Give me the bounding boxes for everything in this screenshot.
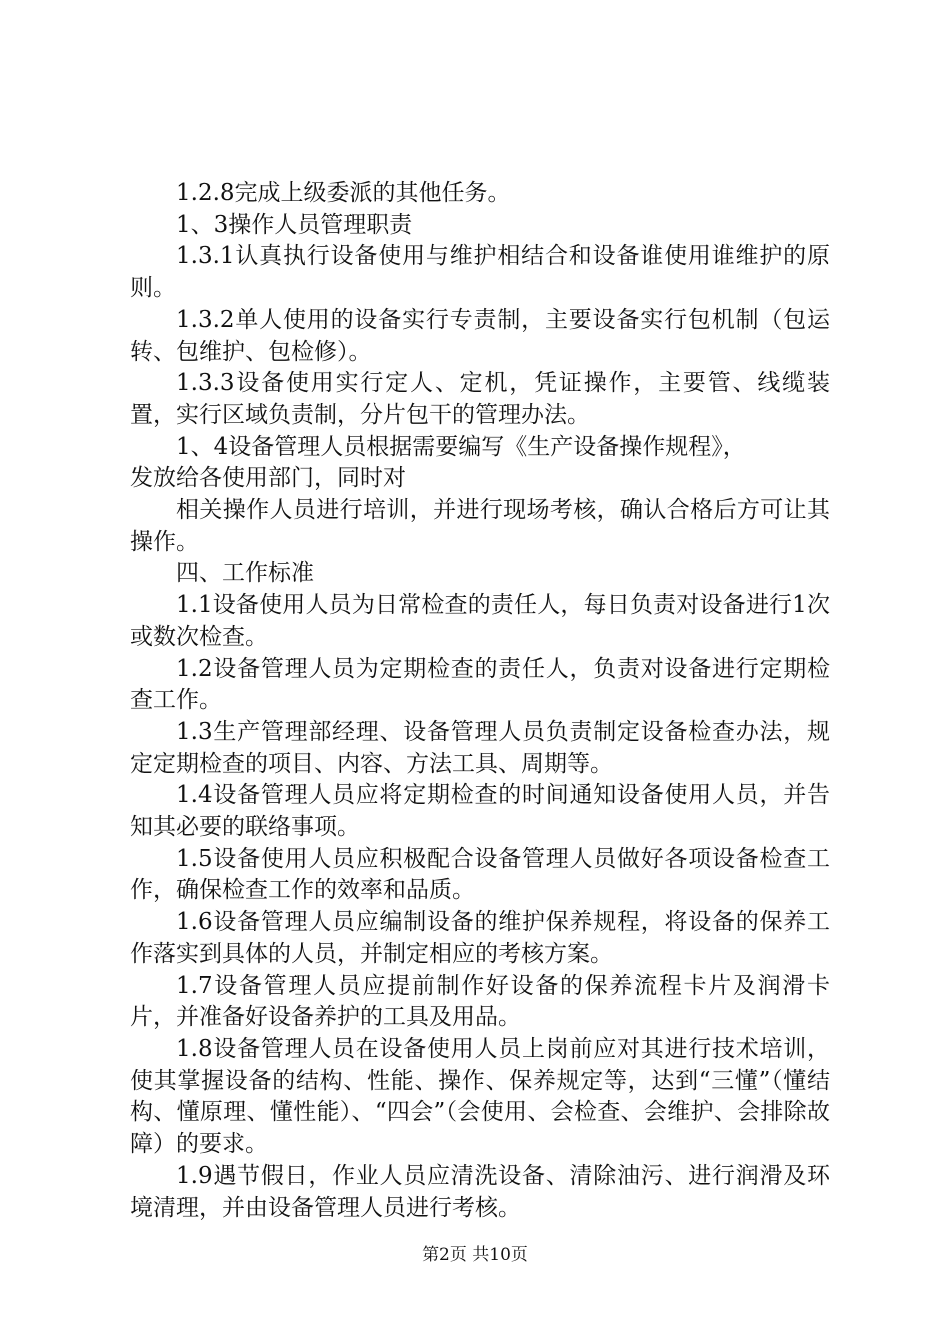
paragraph-std-1-7: 1.7设备管理人员应提前制作好设备的保养流程卡片及润滑卡片，并准备好设备养护的工具及用品。 xyxy=(130,972,830,1031)
paragraph-1-3-2: 1.3.2单人使用的设备实行专责制，主要设备实行包机制（包运转、包维护、包检修）。 xyxy=(130,306,830,365)
paragraph-std-1-5: 1.5设备使用人员应积极配合设备管理人员做好各项设备检查工作，确保检查工作的效率和品质。 xyxy=(130,845,830,904)
paragraph-1-4: 1、4设备管理人员根据需要编写《生产设备操作规程》， xyxy=(176,433,746,460)
paragraph-std-1-2: 1.2设备管理人员为定期检查的责任人，负责对设备进行定期检查工作。 xyxy=(130,655,830,714)
paragraph-1-3-1: 1.3.1认真执行设备使用与维护相结合和设备谁使用谁维护的原则。 xyxy=(130,243,830,302)
paragraph-std-1-9: 1.9遇节假日，作业人员应清洗设备、清除油污、进行润滑及环境清理，并由设备管理人员进行考核。 xyxy=(130,1162,830,1221)
paragraph-std-1-6: 1.6设备管理人员应编制设备的维护保养规程，将设备的保养工作落实到具体的人员，并制定相应的考核方案。 xyxy=(130,909,830,967)
paragraph-std-1-3: 1.3生产管理部经理、设备管理人员负责制定设备检查办法，规定定期检查的项目、内容、方法工具、周期等。 xyxy=(130,718,830,777)
document-body xyxy=(130,178,830,1224)
page-footer xyxy=(0,1240,950,1265)
section-heading-1-3: 1、3操作人员管理职责 xyxy=(176,211,413,238)
paragraph-std-1-8: 1.8设备管理人员在设备使用人员上岗前应对其进行技术培训，使其掌握设备的结构、性能、操作、保养规定等，达到“三懂”（懂结构、懂原理、懂性能）、“四会”（会使用、会检查、会维护、会排除故障）的要求。 xyxy=(130,1035,830,1158)
page-number-label: 第2页 共10页 xyxy=(422,1245,528,1265)
paragraph-1-4-continued: 发放给各使用部门，同时对 xyxy=(130,465,406,492)
section-heading-work-standards: 四、工作标准 xyxy=(176,560,314,587)
paragraph-std-1-4: 1.4设备管理人员应将定期检查的时间通知设备使用人员，并告知其必要的联络事项。 xyxy=(130,782,830,841)
paragraph-1-4-training: 相关操作人员进行培训，并进行现场考核，确认合格后方可让其操作。 xyxy=(130,497,830,555)
paragraph-1-3-3: 1.3.3设备使用实行定人、定机，凭证操作，主要管、线缆装置，实行区域负责制，分片包干的管理办法。 xyxy=(130,370,830,428)
paragraph-1-2-8: 1.2.8完成上级委派的其他任务。 xyxy=(176,180,511,206)
paragraph-std-1-1: 1.1设备使用人员为日常检查的责任人，每日负责对设备进行1次或数次检查。 xyxy=(130,592,830,650)
